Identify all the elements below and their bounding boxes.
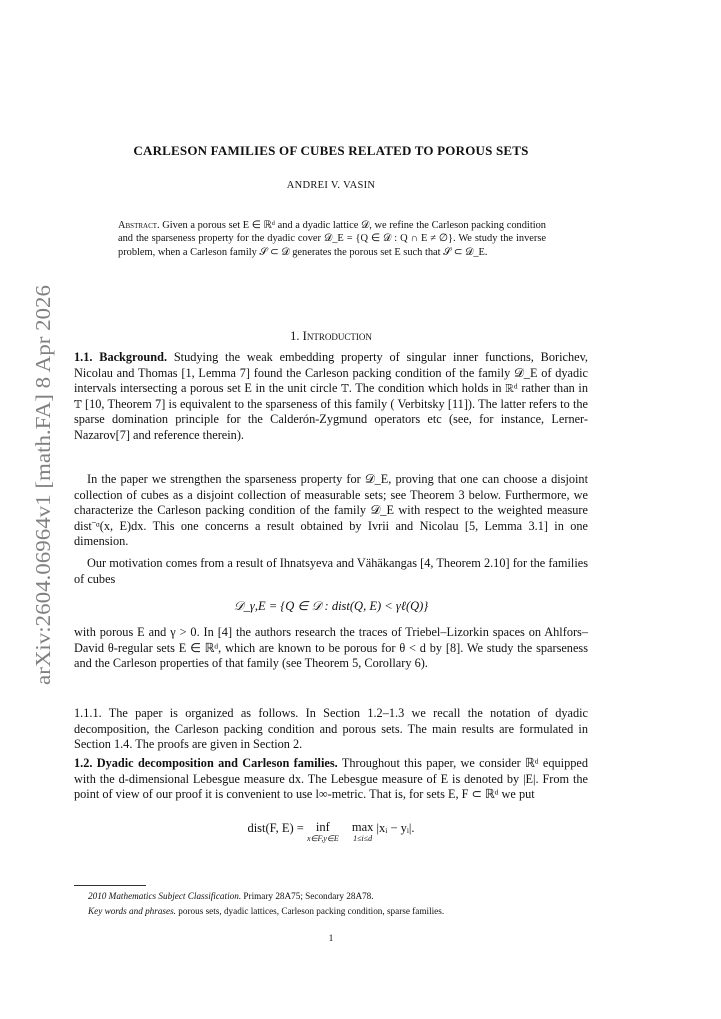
msc-text: Primary 28A75; Secondary 28A78. — [243, 891, 374, 901]
msc-label: 2010 Mathematics Subject Classification. — [88, 891, 242, 901]
abstract-label: Abstract. — [118, 220, 160, 231]
paragraph-text: The paper is organized as follows. In Section 1.2–1.3 we recall the notation of dyadic decomposition, the Carleson packing condition and porous sets. The main results are formulated in Section 1.4. The proofs are given in Section 2. — [74, 706, 588, 752]
paragraph-dyadic — [74, 756, 588, 803]
keywords-label: Key words and phrases. — [88, 906, 176, 916]
inf-label: inf — [315, 820, 330, 834]
display-equation-dist — [74, 821, 588, 843]
section-heading: 1. Introduction — [290, 329, 372, 343]
page-number: 1 — [328, 934, 334, 944]
paragraph-text: Studying the weak embedding property of singular inner functions, Borichev, Nicolau and Thomas [1, Lemma 7] found the Carleson packing condition of the family 𝒟_E of dyadic intervals intersecting a porous set E in the unit circle 𝕋. The condition which holds in ℝᵈ rather than in 𝕋 [10, Theorem 7] is equivalent to the sparseness of this family ( Verbitsky [11]). The latter refers to the sparse domination principle for the Calderón-Zygmund operators etc (see, for instance, Lerner-Nazarov[7] and reference therein). — [74, 350, 588, 442]
author-name: ANDREI V. VASIN — [286, 180, 376, 191]
paragraph-background — [74, 350, 588, 444]
max-label: max — [351, 820, 374, 834]
paragraph-organization — [74, 706, 588, 753]
abstract-text: Given a porous set E ∈ ℝᵈ and a dyadic lattice 𝒟, we refine the Carleson packing condition and the sparseness property for the dyadic cover 𝒟_E = {Q ∈ 𝒟 : Q ∩ E ≠ ∅}. We study the inverse problem, when a Carleson family 𝒮 ⊂ 𝒟 generates the porous set E such that 𝒮 ⊂ 𝒟_E. — [118, 220, 546, 258]
arxiv-stamp-text: arXiv:2604.06964v1 [math.FA] 8 Apr 2026 — [31, 319, 55, 685]
footnote-rule — [74, 885, 146, 886]
dist-rhs: |xᵢ − yᵢ|. — [376, 821, 415, 835]
abstract — [118, 219, 546, 259]
footnote-keywords — [74, 906, 588, 918]
paragraph: In the paper we strengthen the sparseness property for 𝒟_E, proving that one can choose a disjoint collection of cubes as a disjoint collection of measurable sets; see Theorem 3 below. Furthermore, we characterize the Carleson packing condition of the family 𝒟_E with respect to the weighted measure dist⁻ᵅ(x, E)dx. This one concerns a result obtained by Ivrii and Nicolau [5, Lemma 3.1] in one dimension. — [74, 472, 588, 549]
footnote-msc — [74, 891, 588, 903]
keywords-text: porous sets, dyadic lattices, Carleson packing condition, sparse families. — [178, 906, 445, 916]
paragraph: with porous E and γ > 0. In [4] the authors research the traces of Triebel–Lizorkin spaces on Ahlfors–David θ-regular sets E ∈ ℝᵈ, which are known to be porous for θ < d by [8]. We study the sparseness and the Carleson properties of that family (see Theorem 5, Corollary 6). — [74, 625, 588, 671]
paper-title: CARLESON FAMILIES OF CUBES RELATED TO POROUS SETS — [133, 143, 529, 158]
inf-operator — [307, 821, 339, 843]
arxiv-stamp-graphic — [22, 280, 62, 690]
display-equation: 𝒟_γ,E = {Q ∈ 𝒟 : dist(Q, E) < γℓ(Q)} — [233, 599, 429, 613]
max-subscript: 1≤i≤d — [353, 834, 373, 843]
paragraph: Our motivation comes from a result of Ihnatsyeva and Vähäkangas [4, Theorem 2.10] for the families of cubes — [74, 556, 588, 586]
inf-subscript: x∈F,y∈E — [306, 834, 339, 843]
subsection-label-background: 1.1. Background. — [74, 350, 168, 364]
paragraph-text: Throughout this paper, we consider ℝᵈ equipped with the d-dimensional Lebesgue measure dx. The Lebesgue measure of E is denoted by |E|. From the point of view of our proof it is convenient to use l∞-metric. That is, for sets E, F ⊂ ℝᵈ we put — [74, 756, 588, 802]
max-operator — [352, 821, 374, 843]
arxiv-stamp — [22, 280, 62, 690]
subsubsection-label: 1.1.1. — [74, 706, 102, 720]
dist-lhs: dist(F, E) = — [247, 821, 304, 835]
subsection-label-dyadic: 1.2. Dyadic decomposition and Carleson families. — [74, 756, 338, 770]
